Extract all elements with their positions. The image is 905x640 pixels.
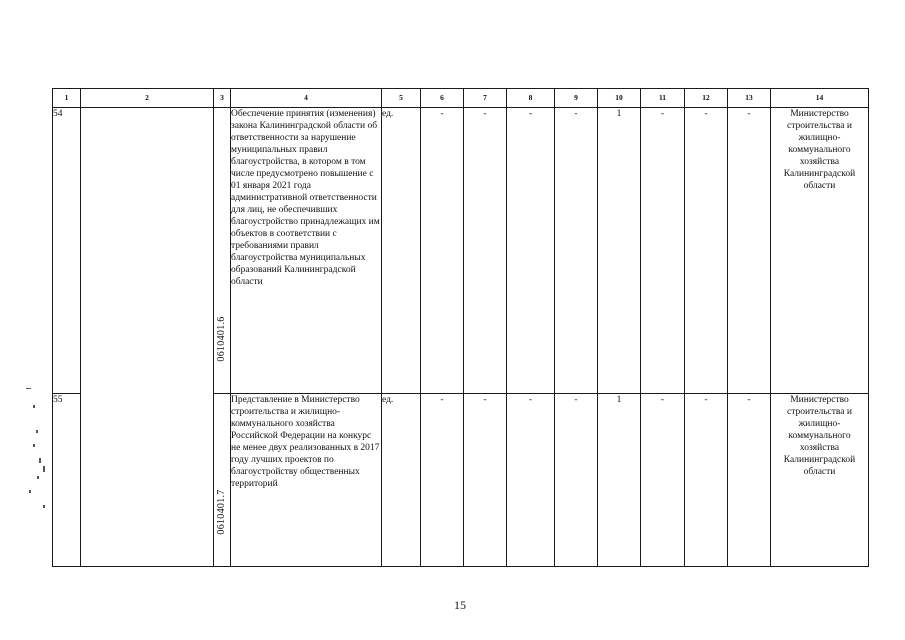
column-header: 12 [685,89,728,108]
table-header-row [53,89,869,108]
value-cell: - [685,108,728,394]
measure-description: Обеспечение принятия (изменения) закона Калининградской области об ответственности за нарушение муниципальных правил благоустройства, в котором в том числе предусмотрено повышение с 01 января 2021 года административной ответственности для лиц, не обеспечивших благоустройство принадлежащих им объектов в соответствии с требованиями правил благоустройства муниципальных образований Калининградской области [231,108,382,394]
measure-code: 0610401.6 [216,316,227,362]
scan-speck [43,466,45,472]
column-header: 13 [728,89,771,108]
measure-code: 0610401.7 [216,489,227,535]
value-cell: - [555,394,598,567]
value-cell: - [555,108,598,394]
table-row [53,108,869,394]
value-cell: - [421,394,464,567]
scan-speck [39,458,41,463]
value-cell: - [728,108,771,394]
scan-speck [26,388,31,389]
row-number: 54 [53,108,81,394]
merged-empty-cell [81,108,214,567]
page-number: 15 [454,598,466,612]
responsible-cell: Министерство строительства и жилищно-коммунального хозяйства Калининградской области [771,394,869,567]
value-cell: 1 [598,394,641,567]
measures-table [52,88,869,567]
column-header: 3 [214,89,231,108]
scan-speck [36,430,38,433]
column-header: 9 [555,89,598,108]
unit-cell: ед. [382,394,421,567]
column-header: 10 [598,89,641,108]
column-header: 5 [382,89,421,108]
scan-speck [33,405,35,408]
value-cell: - [641,108,685,394]
column-header: 11 [641,89,685,108]
scan-speck [43,505,45,508]
measure-description: Представление в Министерство строительства и жилищно-коммунального хозяйства Российской Федерации на конкурс не менее двух реализованных в 2017 году лучших проектов по благоустройству общественных территорий [231,394,382,567]
scan-speck [29,490,31,493]
value-cell: - [421,108,464,394]
column-header: 1 [53,89,81,108]
value-cell: - [728,394,771,567]
scan-speck [33,444,35,447]
code-cell [214,108,231,394]
column-header: 6 [421,89,464,108]
value-cell: - [507,108,555,394]
value-cell: - [507,394,555,567]
code-cell [214,394,231,567]
column-header: 8 [507,89,555,108]
value-cell: 1 [598,108,641,394]
value-cell: - [464,394,507,567]
value-cell: - [685,394,728,567]
unit-cell: ед. [382,108,421,394]
column-header: 2 [81,89,214,108]
column-header: 14 [771,89,869,108]
responsible-cell: Министерство строительства и жилищно-коммунального хозяйства Калининградской области [771,108,869,394]
value-cell: - [641,394,685,567]
value-cell: - [464,108,507,394]
row-number: 55 [53,394,81,567]
column-header: 7 [464,89,507,108]
column-header: 4 [231,89,382,108]
scan-speck [37,476,39,479]
